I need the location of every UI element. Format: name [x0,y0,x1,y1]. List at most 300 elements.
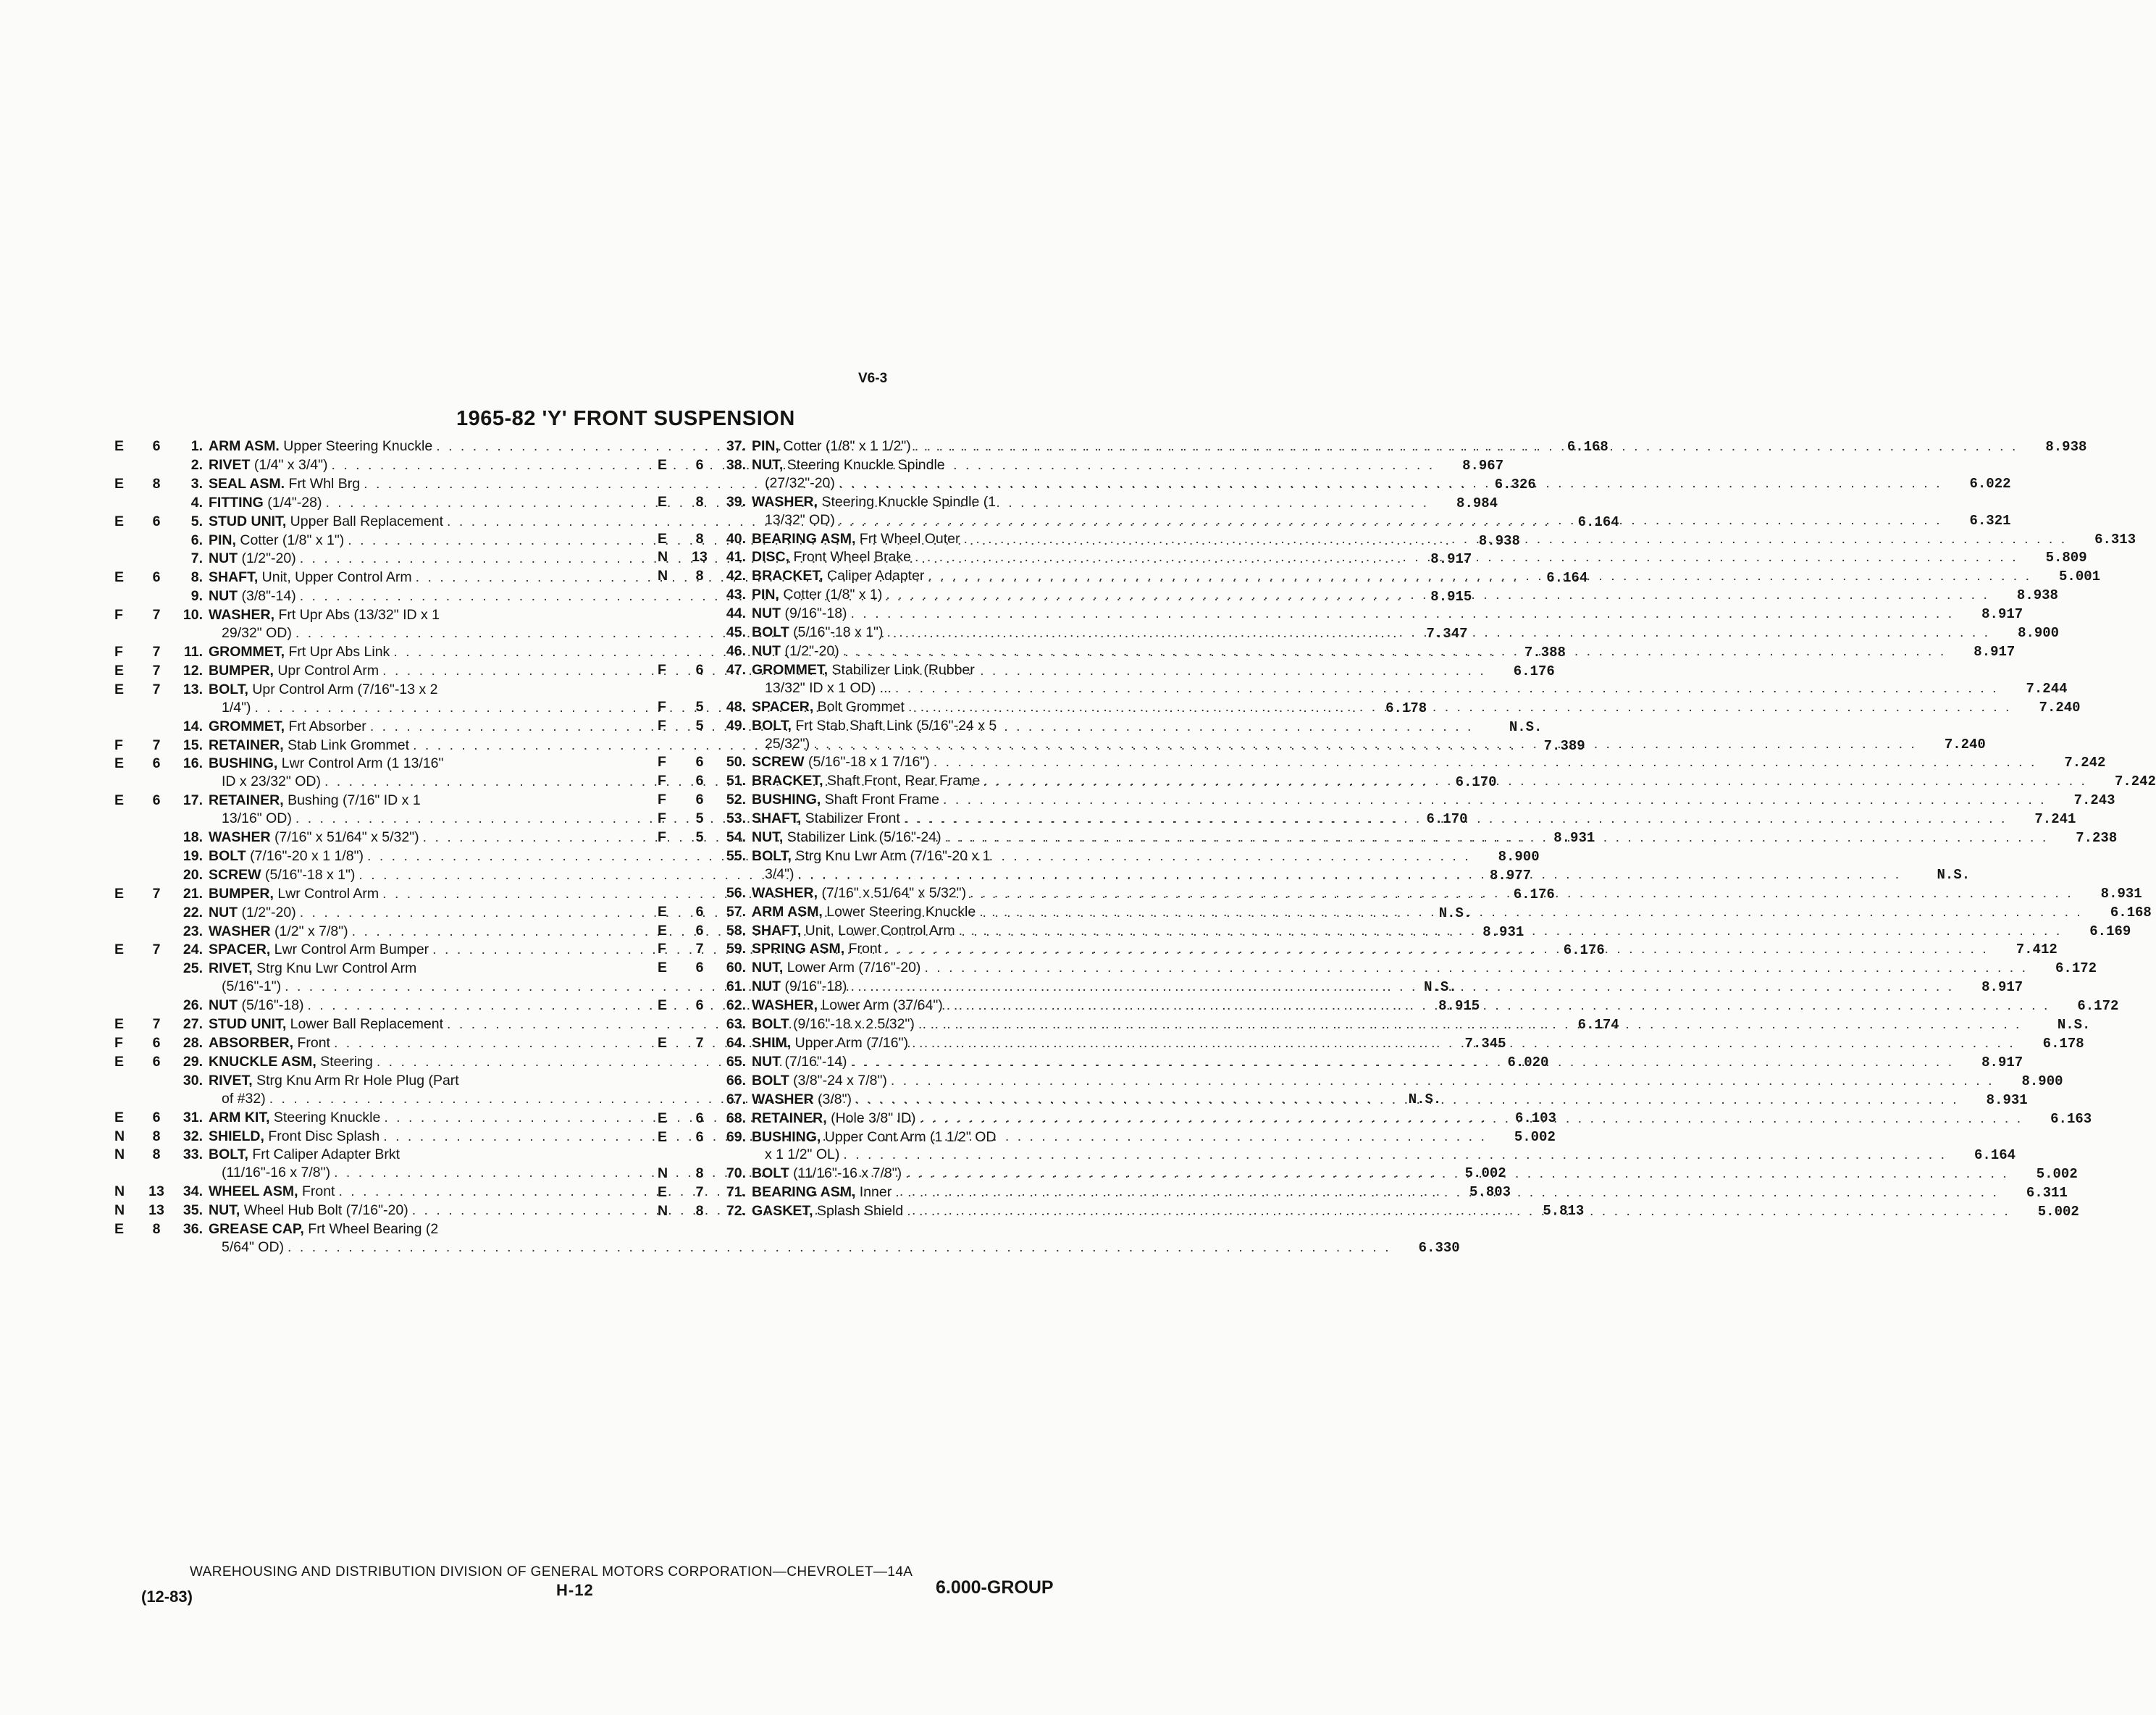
part-name: SHAFT, [209,569,259,586]
part-number: 5.002 [1514,1128,1556,1145]
source-code: F [658,810,666,827]
source-code: F [658,717,666,734]
item-description [752,661,2068,698]
part-number: 7.242 [2114,773,2156,790]
description-text [209,1183,335,1201]
part-name: PIN, [752,587,779,603]
part-name: NUT [209,588,238,605]
part-number: 7.240 [2039,699,2081,716]
description-line [752,437,2086,456]
source-code [652,1091,684,1110]
item-number: 57. [726,903,746,920]
part-number: 7.389 [1543,737,1585,754]
part-number: 6.330 [1418,1239,1460,1256]
source-code: F [658,773,666,789]
description-line [752,735,1986,754]
item-number: 29. [183,1053,203,1070]
description-text [209,960,416,978]
part-detail: Stabilizer Front [805,810,900,827]
item-number: 1. [190,438,203,454]
item-number: 52. [726,792,746,808]
source-code: E [658,922,668,939]
item-description [752,772,2156,791]
item-number: 19. [183,847,203,864]
part-name: WASHER, [752,493,818,510]
description-text [752,1183,892,1202]
part-name: BRACKET, [752,568,823,584]
item-number: 36. [183,1221,203,1238]
source-code: E [658,960,668,976]
description-line [752,1034,2084,1053]
item-number: 8. [190,569,203,586]
description-text [752,624,883,642]
part-number: 8.938 [1478,532,1520,549]
part-detail: (11/16"-16 x 7/8") [793,1165,902,1182]
group-number [684,1015,716,1034]
group-number: 7 [695,1184,704,1201]
source-code [652,642,684,661]
leader-dots [895,1183,1999,1202]
source-code: E [114,792,125,809]
item-number: 67. [726,1091,746,1107]
description-text [752,810,900,828]
part-name: BOLT [752,1165,789,1182]
description-text [752,772,980,790]
description-text [222,699,251,717]
group-number [140,829,172,847]
item-number: 35. [183,1202,203,1219]
item-number: 16. [183,755,203,772]
source-code [109,960,140,997]
source-code: F [114,643,123,660]
part-detail: Strg Knu Arm Rr Hole Plug (Part [256,1072,459,1089]
description-text [765,1146,839,1164]
description-line [752,847,1970,865]
part-detail: Bushing (7/16" ID x 1 [288,792,421,809]
item-description [752,1165,2078,1183]
description-text [765,735,810,753]
leader-dots [905,1165,2009,1183]
item-number: 69. [726,1128,746,1145]
source-code: E [114,681,125,697]
part-number: 8.917 [1981,606,2023,623]
source-code [109,456,140,475]
source-code: E [114,475,125,492]
item-number: 40. [726,530,746,547]
part-detail: Lower Arm (37/64") [821,997,943,1014]
part-detail: 13/32" ID x 1 OD) ... [765,679,892,696]
leader-dots [886,586,1989,604]
source-code [109,997,140,1015]
item-number: 51. [726,773,746,789]
part-detail: (7/16" x 51/64" x 5/32") [274,829,419,846]
source-code: E [114,438,125,454]
part-detail: Upr Control Arm [277,662,379,679]
group-number [684,847,716,884]
part-detail: 1/4") [222,699,251,716]
part-number: 6.321 [1969,512,2011,529]
item-number: 46. [726,642,746,659]
part-number: 5.803 [1469,1184,1511,1201]
part-number: 8.917 [1981,1054,2023,1070]
item-description [752,922,2131,941]
source-code [652,1053,684,1072]
part-detail: Splash Shield [816,1203,904,1220]
part-number: 7.241 [2034,811,2076,828]
description-line [752,1202,2079,1221]
part-number: 5.809 [2045,550,2087,566]
item-number: 14. [183,718,203,734]
group-number: 7 [152,607,161,624]
description-line [209,1220,1460,1238]
description-line [752,1110,2092,1128]
description-text [752,903,976,921]
part-number: 6.022 [1969,475,2011,492]
source-code [109,550,140,569]
item-description [752,959,2097,978]
part-name: NUT, [752,456,784,473]
description-line [752,474,2011,493]
group-number [684,1091,716,1110]
group-number: 6 [152,513,161,529]
part-name: GASKET, [752,1203,813,1220]
description-text [209,1053,373,1071]
description-text [209,606,440,624]
group-number: 5 [695,717,704,734]
source-code: E [658,1035,668,1051]
part-number: 5.002 [2036,1166,2078,1183]
page-code: V6-3 [858,371,888,386]
item-number: 44. [726,605,746,622]
source-code: E [114,885,125,902]
item-number: 27. [183,1016,203,1033]
item-description [752,997,2118,1015]
group-number [140,923,172,942]
item-number: 30. [183,1072,203,1089]
description-line [752,1091,2028,1110]
item-number: 43. [726,587,746,603]
part-name: NUT [209,997,238,1014]
description-line [752,586,2058,605]
description-text [209,1109,380,1127]
part-number: 7.345 [1464,1036,1506,1052]
item-description [752,437,2086,456]
leader-dots [918,1015,2022,1033]
group-number: 6 [695,997,704,1014]
source-code: N [658,1203,668,1220]
description-line [752,717,1986,735]
source-code [109,847,140,866]
item-number: 64. [726,1035,746,1051]
leader-dots [851,605,1955,623]
footer-group: 6.000-GROUP [936,1577,1054,1598]
part-name: KNUCKLE ASM, [209,1053,316,1070]
part-detail: Stabilizer Link (Rubber [831,661,975,678]
list-item [652,753,2106,772]
part-detail: Lwr Control Arm (1 13/16" [281,755,444,772]
group-number: 13 [692,549,708,566]
part-number: N.S. [1438,905,1472,921]
description-text [752,1165,902,1183]
part-number: 7.240 [1944,736,1986,752]
item-description [752,642,2015,661]
description-line [752,698,2081,717]
group-number: 6 [695,456,704,473]
group-number [684,437,716,456]
description-text [209,1015,443,1033]
group-number [140,904,172,923]
description-line [752,1053,2023,1072]
part-name: NUT [752,978,781,995]
part-name: SCREW [752,754,805,771]
leader-dots [886,624,1990,642]
group-number: 8 [152,1146,161,1163]
description-line [752,1146,2016,1165]
part-name: SHIELD, [209,1128,264,1144]
description-text [209,923,348,941]
item-description [209,1220,1460,1257]
group-number: 5 [695,698,704,715]
item-description [752,1091,2028,1110]
group-number: 7 [152,643,161,660]
group-number: 8 [152,1128,161,1144]
part-number: 7.244 [2026,680,2068,697]
part-detail: Frt Wheel Outer [859,530,960,547]
part-detail: (1/4"-28) [267,494,322,511]
description-line [209,1238,1460,1257]
source-code: F [658,941,666,957]
description-text [209,1072,459,1090]
description-text [752,1072,887,1090]
item-description [752,753,2105,772]
group-number: 8 [695,1165,704,1182]
item-number: 24. [183,942,203,958]
description-text [752,1202,903,1220]
description-text [209,1128,379,1146]
description-text [209,792,421,810]
part-name: GROMMET, [752,661,829,678]
part-detail: Lower Arm (7/16"-20) [787,960,921,976]
part-name: SPACER, [209,942,271,958]
item-number: 53. [726,810,746,827]
leader-dots [885,940,1989,958]
part-name: NUT [209,550,238,567]
part-number: 7.388 [1524,644,1566,661]
item-description [752,1015,2090,1034]
item-number: 56. [726,884,746,901]
item-description [752,1034,2084,1053]
part-number: 8.931 [1482,923,1524,940]
source-code [109,718,140,737]
group-number: 6 [695,960,704,976]
item-description [752,493,2011,530]
description-line [752,753,2105,772]
part-name: WASHER, [752,997,818,1014]
part-detail: Upper Steering Knuckle [283,438,433,454]
part-name: NUT [752,1053,781,1070]
source-code: E [114,942,125,958]
leader-dots [891,1072,1994,1090]
part-number: 7.242 [2064,755,2106,771]
group-number: 6 [695,754,704,771]
source-code: N [658,1165,668,1182]
source-code: N [658,549,668,566]
group-number [684,624,716,642]
description-text [752,548,911,566]
group-number [684,1053,716,1072]
part-number: N.S. [1408,1091,1442,1107]
part-detail: (27/32"-20) [765,474,835,491]
description-text [222,1090,266,1108]
item-number: 38. [726,456,746,473]
description-line [752,1072,2063,1091]
description-line [752,884,2142,903]
source-code: F [658,698,666,715]
source-code [652,978,684,997]
source-code: E [658,1184,668,1201]
part-number: 6.172 [2077,998,2119,1015]
part-number: 6.020 [1507,1054,1549,1070]
description-text [752,922,955,940]
part-number: 6.168 [1566,439,1608,455]
part-name: RETAINER, [209,792,284,809]
description-text [209,829,419,847]
part-number: 8.915 [1430,589,1472,605]
group-number: 6 [152,792,161,809]
part-name: BOLT, [209,681,248,697]
description-text [752,642,839,661]
description-text [752,1053,847,1071]
part-number: 5.002 [1464,1165,1506,1182]
part-number: 6.178 [1385,700,1427,716]
description-line [752,1015,2090,1034]
part-detail: Strg Knu Lwr Arm (7/16"-20 x 1 [795,847,991,864]
description-text [752,829,941,847]
description-text [209,847,364,865]
description-text [752,847,991,865]
group-number [684,586,716,605]
item-number: 70. [726,1165,746,1182]
description-text [209,1034,330,1052]
part-detail: Lwr Control Arm [277,885,379,902]
part-detail: (1/2"-20) [241,904,296,921]
item-description [752,717,1986,754]
part-name: BOLT, [752,717,792,734]
item-description [752,698,2081,717]
part-detail: Unit, Upper Control Arm [261,569,412,586]
part-name: GREASE CAP, [209,1221,304,1238]
part-name: BUMPER, [209,885,274,902]
part-number: 8.917 [1981,979,2023,996]
description-text [209,456,328,474]
leader-dots [915,548,2018,566]
source-code: E [114,662,125,679]
source-code: N [114,1146,125,1163]
part-detail: 25/32") [765,735,810,752]
item-number: 3. [190,475,203,492]
part-number: 7.238 [2076,830,2118,847]
source-code: E [658,1128,668,1145]
source-code: N [114,1183,125,1200]
part-number: 6.326 [1494,476,1536,492]
part-name: NUT, [752,960,784,976]
group-number: 5 [695,810,704,827]
part-detail: Stab Link Grommet [288,737,410,753]
description-text [209,885,379,903]
part-name: STUD UNIT, [209,513,287,529]
item-description [752,624,2059,642]
group-number [684,1072,716,1091]
item-description [752,548,2087,567]
description-line [752,1165,2078,1183]
item-number: 55. [726,847,746,864]
part-number: 6.163 [2050,1110,2092,1127]
item-number: 26. [183,997,203,1014]
part-detail: Lower Ball Replacement [290,1016,444,1033]
part-detail: Frt Wheel Bearing (2 [308,1221,439,1238]
part-detail: (5/16"-18 x 1") [265,866,356,883]
item-number: 65. [726,1053,746,1070]
part-name: SPACER, [752,698,814,715]
source-code: E [114,1221,125,1238]
description-text [222,810,292,828]
footer-date: (12-83) [141,1588,193,1606]
group-number: 8 [695,568,704,584]
group-number: 6 [152,1035,161,1051]
description-text [209,513,443,531]
part-detail: Front [848,941,882,957]
group-number [140,587,172,606]
leader-dots [288,1238,1391,1257]
part-number: 5.002 [2037,1204,2079,1220]
source-code: F [658,792,666,808]
item-number: 17. [183,792,203,809]
item-number: 18. [183,829,203,846]
part-name: PIN, [209,532,236,548]
group-number: 13 [148,1183,164,1200]
description-line [752,959,2097,978]
description-line [752,810,2076,829]
part-name: WASHER [209,829,271,846]
description-text [209,532,344,550]
source-code: F [658,661,666,678]
part-detail: Frt Caliper Adapter Brkt [252,1146,400,1163]
group-number [140,866,172,885]
leader-dots [947,997,2050,1015]
part-number: 6.176 [1513,663,1555,679]
leader-dots [839,511,1942,529]
group-number: 6 [152,1053,161,1070]
item-description [752,810,2076,829]
part-name: FITTING [209,494,264,511]
group-number: 13 [148,1202,164,1219]
item-description [752,456,2011,493]
group-number: 6 [695,922,704,939]
part-number: 6.174 [1577,1017,1619,1033]
description-text [752,884,966,902]
group-number [140,960,172,997]
group-number: 7 [152,1016,161,1033]
part-name: SCREW [209,866,261,883]
description-text [222,1238,284,1257]
source-code [109,904,140,923]
part-detail: Frt Absorber [288,718,366,734]
part-detail: Steering Knuckle Spindle (1 [821,493,997,510]
part-number: 8.917 [1973,643,2016,660]
group-number: 6 [152,755,161,772]
item-number: 45. [726,624,746,641]
item-number: 68. [726,1110,746,1126]
